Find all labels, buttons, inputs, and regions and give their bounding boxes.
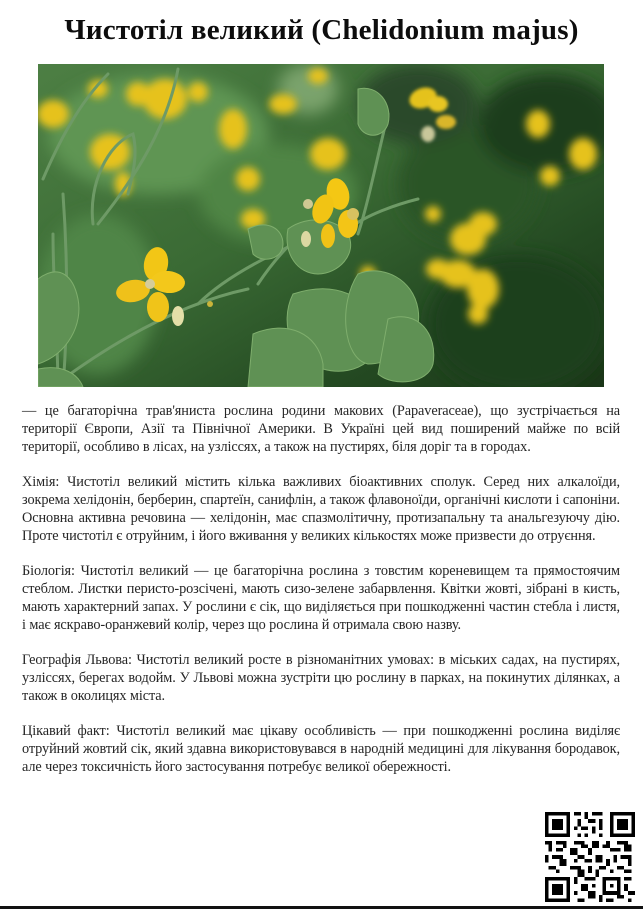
intro-paragraph: — це багаторічна трав'яниста рослина родини макових (Papaveraceae), що зустрічається на території Європи, Азії та Північної Америки. В Україні цей вид поширений майже по всій території, особливо в лісах, на узліссях, а також на пустирях, біля доріг та в городах. xyxy=(22,403,620,455)
celandine-photo xyxy=(38,64,604,387)
qr-code-icon[interactable] xyxy=(545,812,635,902)
flower-photo-illustration xyxy=(38,64,604,387)
chemistry-paragraph: Хімія: Чистотіл великий містить кілька важливих біоактивних сполук. Серед них алкалоїди, зокрема хелідонін, берберин, спартеїн, санифлін, а також флавоноїди, органічні кислоти і сапоніни. Основна активна речовина — хелідонін, має спазмолітичну, протизапальну та анальгезуючу дію. Проте чистотіл є отруйним, і його вживання у великих кількостях може призвести до отруєння. xyxy=(22,474,620,544)
article-body xyxy=(22,402,620,793)
page-title: Чистотіл великий (Chelidonium majus) xyxy=(64,14,579,46)
fact-paragraph: Цікавий факт: Чистотіл великий має цікаву особливість — при пошкодженні рослина виділяє отруйний жовтий сік, який здавна використовувався в народній медицині для лікування бородавок, але через токсичність його застосування потребує великої обережності. xyxy=(22,723,620,775)
biology-paragraph: Біологія: Чистотіл великий — це багаторічна рослина з товстим кореневищем та прямостоячим стеблом. Листки перисто-розсічені, мають сизо-зелене забарвлення. Квітки жовті, зібрані в кисть, мають характерний запах. У рослини є сік, що виділяється при пошкодженні частин стебла і листя, і має яскраво-оранжевий колір, через що рослина й отримала свою назву. xyxy=(22,563,620,633)
geography-paragraph: Географія Львова: Чистотіл великий росте в різноманітних умовах: в міських садах, на пустирях, узліссях, берегах водойм. У Львові можна зустріти цю рослину в парках, на покинутих ділянках, а також в околицях міста. xyxy=(22,652,620,704)
